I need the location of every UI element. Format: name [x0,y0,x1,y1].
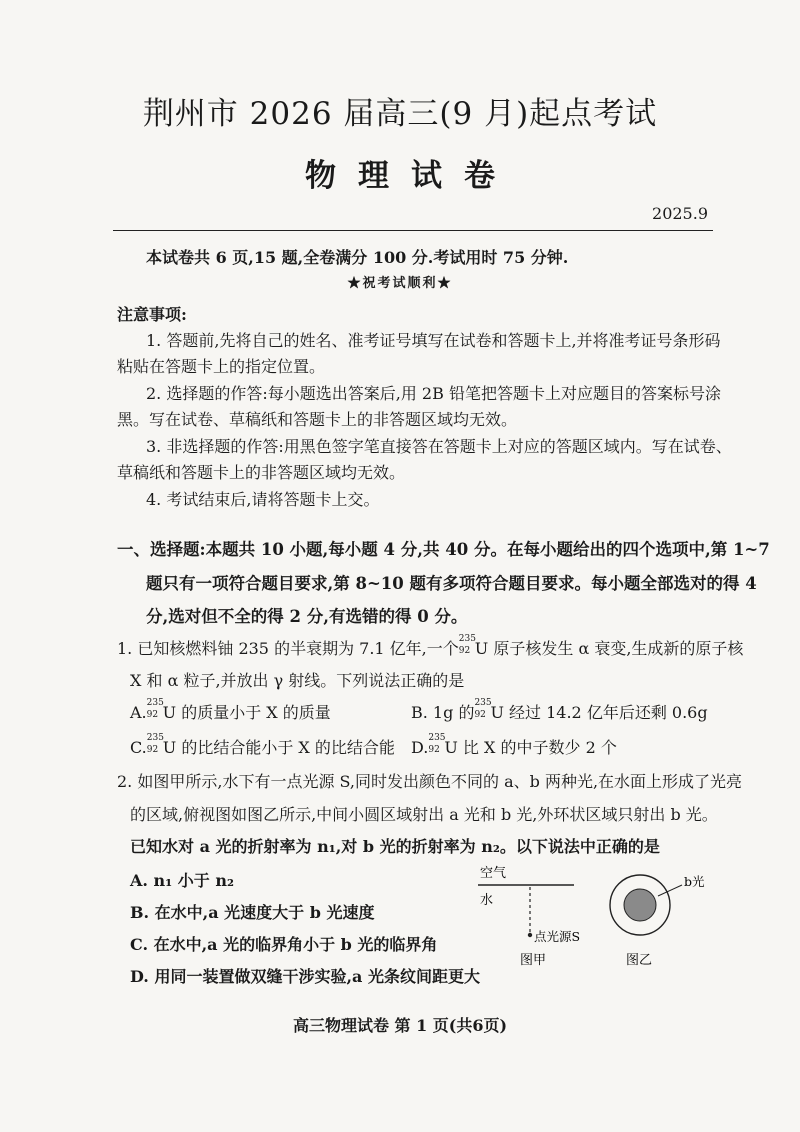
blessing: ★祝考试顺利★ [347,276,453,291]
point-source-label: 点光源S [534,929,581,944]
water-label: 水 [480,893,494,908]
notice-heading: 注意事项: [117,305,187,324]
exam-title: 荆州市 2026 届高三(9 月)起点考试 [142,96,658,132]
q2-figures [470,860,730,985]
section-1-heading-cont: 题只有一项符合题目要求,第 8~10 题有多项符合题目要求。每小题全部选对的得 4 [146,574,757,593]
notice-item-2: 2. 选择题的作答:每小题选出答案后,用 2B 铅笔把答题卡上对应题目的答案标号涂 [146,384,721,403]
q2-option-c: C. 在水中,a 光的临界角小于 b 光的临界角 [130,935,438,954]
figure-a-caption: 图甲 [520,953,547,968]
q2-stem-cont: 的区域,俯视图如图乙所示,中间小圆区域射出 a 光和 b 光,外环状区域只射出 b 光。 [130,805,718,824]
air-label: 空气 [480,866,507,881]
notice-item-1: 1. 答题前,先将自己的姓名、准考证号填写在试卷和答题卡上,并将准考证号条形码 [146,331,721,350]
header-divider [113,230,713,231]
q1-stem-cont: X 和 α 粒子,并放出 γ 射线。下列说法正确的是 [130,671,465,690]
b-light-label: b光 [684,874,705,889]
notice-item-3: 3. 非选择题的作答:用黑色签字笔直接答在答题卡上对应的答题区域内。写在试卷、 [146,437,732,456]
q1-option-b: B. 1g 的 235 92 U 经过 14.2 亿年后还剩 0.6g [411,698,708,722]
figure-b-caption: 图乙 [626,953,653,968]
notice-item-3-cont: 草稿纸和答题卡上的非答题区域均无效。 [117,463,406,482]
q1-option-a: A. 235 92 U 的质量小于 X 的质量 [130,698,331,722]
notice-item-4: 4. 考试结束后,请将答题卡上交。 [146,490,380,509]
u235-isotope: 235 92 [458,634,476,656]
exam-subject: 物理试卷 [305,158,517,194]
q2-stem: 2. 如图甲所示,水下有一点光源 S,同时发出颜色不同的 a、b 两种光,在水面上形成了光亮 [117,772,743,791]
q1-option-d: D. 235 92 U 比 X 的中子数少 2 个 [411,733,617,757]
page-footer: 高三物理试卷 第 1 页(共6页) [292,1016,508,1035]
notice-item-1-cont: 粘贴在答题卡上的指定位置。 [117,357,326,376]
q2-option-b: B. 在水中,a 光速度大于 b 光速度 [130,903,375,922]
exam-summary: 本试卷共 6 页,15 题,全卷满分 100 分.考试用时 75 分钟. [146,248,569,267]
notice-item-2-cont: 黑。写在试卷、草稿纸和答题卡上的非答题区域均无效。 [117,410,518,429]
q2-option-d: D. 用同一装置做双缝干涉实验,a 光条纹间距更大 [130,967,480,986]
section-1-heading-end: 分,选对但不全的得 2 分,有选错的得 0 分。 [146,607,468,626]
inner-circle-ab-light [624,889,656,921]
point-source-s [528,933,532,937]
q2-option-a: A. n₁ 小于 n₂ [130,871,234,890]
b-light-pointer [658,885,682,896]
q1-stem: 1. 已知核燃料铀 235 的半衰期为 7.1 亿年,一个 235 92 U 原子核发生 α 衰变,生成新的原子核 [117,634,744,658]
exam-date: 2025.9 [652,204,708,223]
q1-option-c: C. 235 92 U 的比结合能小于 X 的比结合能 [130,733,395,757]
section-1-heading: 一、选择题:本题共 10 小题,每小题 4 分,共 40 分。在每小题给出的四个选项中,第 1~7 [117,540,770,559]
q2-stem-end: 已知水对 a 光的折射率为 n₁,对 b 光的折射率为 n₂。以下说法中正确的是 [130,837,660,856]
